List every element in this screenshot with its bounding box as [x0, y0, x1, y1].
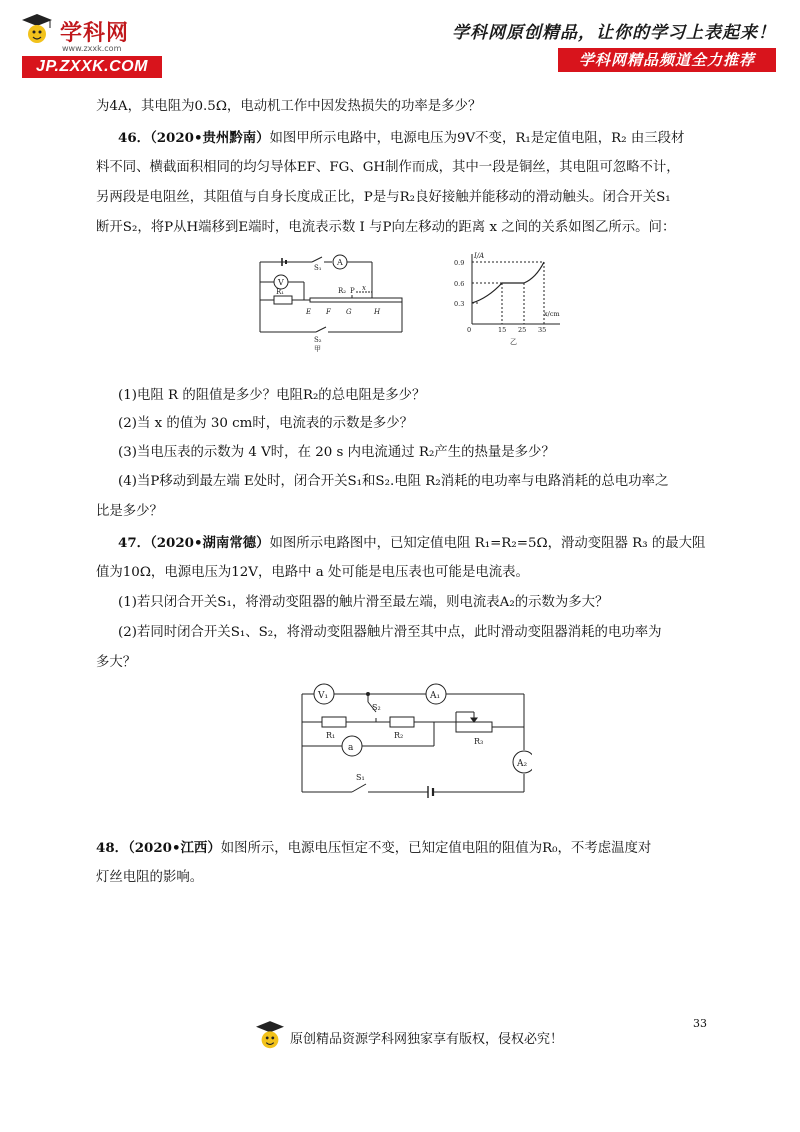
question-47-tag: 47．（2020•湖南常德）	[118, 535, 270, 551]
caption-yi: 乙	[510, 338, 517, 346]
question-48-line	[96, 838, 651, 859]
text-line: (2)若同时闭合开关S₁、S₂，将滑动变阻器触片滑至其中点，此时滑动变阻器消耗的电功率为	[118, 625, 662, 640]
switch-s2	[316, 327, 326, 332]
site-logo[interactable]	[22, 14, 162, 78]
text-line: 另两段是电阻丝，其阻值与自身长度成正比，P是与R₂良好接触并能移动的滑动触头。闭合开关S₁	[96, 190, 671, 205]
label-voltmeter: V	[278, 278, 284, 287]
text-line: (3)当电压表的示数为 4 V时，在 20 s 内电流通过 R₂产生的热量是多少？	[118, 445, 555, 460]
x-axis-label: x/cm	[544, 310, 560, 318]
label-s1: S₁	[356, 773, 365, 782]
label-g: G	[346, 308, 352, 316]
resistor-r2-track	[310, 298, 402, 302]
question-47-line	[118, 533, 705, 554]
x-tick-label: 15	[498, 326, 507, 334]
label-p: P	[350, 287, 355, 295]
label-v1: V₁	[318, 691, 329, 701]
resistor-r2	[390, 717, 414, 727]
label-f: F	[326, 308, 331, 316]
circuit-diagram-47	[296, 682, 532, 800]
caption-jia: 甲	[314, 345, 321, 352]
graph-yi	[448, 248, 568, 346]
text-line: 灯丝电阻的影响。	[96, 870, 204, 885]
text-line: 料不同、横截面积相同的均匀导体EF、FG、GH制作而成，其中一段是铜丝，其电阻可忽略不计，	[96, 160, 680, 175]
question-48-tag: 48．（2020•江西）	[96, 840, 221, 856]
label-s1: S₁	[314, 264, 322, 272]
text-line: 断开S₂，将P从H端移到E端时，电流表示数 I 与P向左移动的距离 x 之间的关系如图乙所示。问：	[96, 220, 676, 235]
resistor-r1	[274, 296, 292, 304]
header-slogan: 学科网原创精品，让你的学习上表起来！	[452, 23, 776, 43]
page-number: 33	[693, 1017, 707, 1030]
logo-domain: JP.ZXXK.COM	[22, 56, 162, 78]
label-r3: R₃	[474, 737, 484, 746]
label-e: E	[306, 308, 312, 316]
resistor-r1	[322, 717, 346, 727]
text-line: 比是多少？	[96, 504, 163, 519]
y-axis-label: I/A	[474, 252, 485, 260]
logo-name: 学科网	[60, 21, 130, 46]
label-r1: R₁	[326, 731, 336, 740]
logo-site: www.zxxk.com	[62, 44, 122, 53]
label-x: x	[362, 284, 366, 292]
label-h: H	[374, 308, 381, 316]
question-46-line	[118, 128, 684, 149]
text-line: 值为10Ω，电源电压为12V，电路中 a 处可能是电压表也可能是电流表。	[96, 565, 529, 580]
label-s2: S₂	[372, 703, 381, 712]
mascot-icon	[22, 14, 52, 48]
current-curve	[472, 262, 544, 303]
channel-banner: 学科网精品频道全力推荐	[558, 48, 776, 72]
text-span: 如图所示电路图中，已知定值电阻 R₁=R₂=5Ω，滑动变阻器 R₃ 的最大阻	[269, 536, 706, 551]
y-tick-label: 0.3	[454, 300, 465, 308]
text-line: 多大？	[96, 655, 137, 670]
copyright-text: 原创精品资源学科网独家享有版权，侵权必究！	[290, 1032, 564, 1047]
rheostat-r3	[456, 722, 492, 732]
switch-s1	[312, 257, 322, 262]
label-r1: R₁	[276, 288, 285, 296]
text-span: 如图甲所示电路中，电源电压为9V不变，R₁是定值电阻，R₂ 由三段材	[269, 131, 685, 146]
mascot-icon	[256, 1020, 284, 1054]
text-line: (4)当P移动到最左端 E处时，闭合开关S₁和S₂.电阻 R₂消耗的电功率与电路消耗的总电功率之	[118, 474, 669, 489]
text-line: (1)电阻 R 的阻值是多少？电阻R₂的总电阻是多少？	[118, 388, 426, 403]
label-a1: A₁	[430, 691, 441, 701]
label-a2: A₂	[517, 759, 528, 769]
x-tick-label: 25	[518, 326, 527, 334]
text-line: (1)若只闭合开关S₁，将滑动变阻器的触片滑至最左端，则电流表A₂的示数为多大？	[118, 595, 609, 610]
x-tick-label: 0	[467, 326, 472, 334]
text-line: (2)当 x 的值为 30 cm时，电流表的示数是多少？	[118, 416, 414, 431]
label-r2: R₂	[394, 731, 404, 740]
label-s2: S₂	[314, 336, 322, 344]
y-tick-label: 0.9	[454, 259, 465, 267]
question-46-tag: 46．（2020•贵州黔南）	[118, 130, 270, 146]
text-line: 为4A，其电阻为0.5Ω，电动机工作中因发热损失的功率是多少？	[96, 99, 482, 114]
text-span: 如图所示，电源电压恒定不变，已知定值电阻的阻值为R₀，不考虑温度对	[220, 841, 652, 856]
y-tick-label: 0.6	[454, 280, 465, 288]
label-a: a	[348, 743, 354, 753]
label-ammeter: A	[337, 258, 343, 267]
circuit-diagram-jia	[252, 248, 412, 352]
x-tick-label: 35	[538, 326, 547, 334]
slider-arrowhead	[471, 718, 477, 722]
label-r2: R₂	[338, 287, 347, 295]
